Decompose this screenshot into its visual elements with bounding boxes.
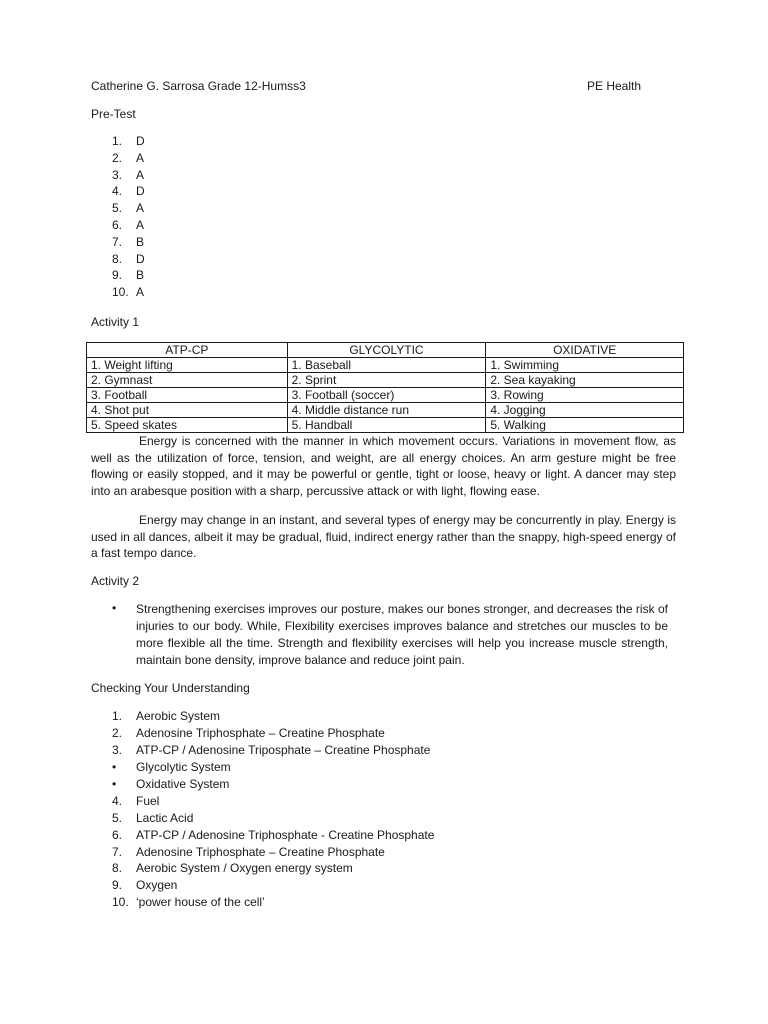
list-item: 5. Lactic Acid — [112, 810, 194, 825]
activity2-text: Strengthening exercises improves our posture, makes our bones stronger, and decreases the risk of injuries to our body. While, Flexibility exercises improves balance and stretches our muscles to be more flexible all the time. Strength and flexibility exercises will help you increase muscle strength, maintain bone density, improve balance and reduce joint pain. — [136, 602, 668, 667]
document-header — [91, 79, 651, 95]
list-item: 1. Aerobic System — [112, 709, 221, 723]
list-item: 4. Fuel — [112, 793, 160, 808]
list-item: 3. A — [112, 167, 145, 182]
list-item: 4. D — [112, 184, 145, 199]
table-cell: 4. Shot put — [87, 403, 288, 418]
table-cell: 4. Middle distance run — [287, 403, 486, 418]
table-row — [87, 403, 684, 418]
list-item: 10. A — [112, 285, 145, 300]
table-cell: 4. Jogging — [486, 403, 684, 418]
table-cell: 5. Speed skates — [87, 418, 288, 433]
list-item: 7. B — [112, 234, 145, 249]
table-cell: 3. Football — [87, 388, 288, 403]
table-header-row — [87, 343, 684, 358]
list-item: 8. Aerobic System / Oxygen energy system — [112, 861, 353, 876]
energy-systems-table — [86, 342, 684, 433]
table-cell: 2. Sprint — [287, 373, 486, 388]
checking-title: Checking Your Understanding — [91, 681, 250, 695]
table-cell: 5. Walking — [486, 418, 684, 433]
table-row — [87, 418, 684, 433]
energy-paragraph-2: Energy may change in an instant, and several types of energy may be concurrently in play. Energy is used in all dances, albeit it may be gradual, fluid, indirect energy rather than the snappy, high-speed energy of a fast tempo dance. — [91, 513, 676, 561]
table-row — [87, 388, 684, 403]
list-item: 3. ATP-CP / Adenosine Triposphate – Creatine Phosphate — [112, 742, 431, 757]
activity2-title: Activity 2 — [91, 574, 140, 588]
pretest-title: Pre-Test — [91, 107, 136, 121]
list-item: 10. ‘power house of the cell’ — [112, 895, 265, 910]
list-item: 9. Oxygen — [112, 878, 178, 893]
list-item: • Glycolytic System — [112, 759, 231, 774]
subject-label: PE Health — [587, 79, 642, 93]
column-header: GLYCOLYTIC — [287, 343, 486, 358]
table-cell: 5. Handball — [287, 418, 486, 433]
table-cell: 1. Baseball — [287, 358, 486, 373]
list-item: 9. B — [112, 268, 145, 283]
checking-answer-list — [112, 708, 434, 911]
column-header: ATP-CP — [87, 343, 288, 358]
table-cell: 2. Sea kayaking — [486, 373, 684, 388]
table-row — [87, 358, 684, 373]
energy-paragraph-1: Energy is concerned with the manner in which movement occurs. Variations in movement flow, as well as the utilization of force, tension, and weight, are all energy choices. An arm gesture might be free flowing or easily stopped, and it may be powerful or gentle, tight or loose, heavy or light. A dancer may step into an arabesque position with a sharp, percussive attack or with light, flowing ease. — [91, 434, 676, 499]
list-item: 5. A — [112, 201, 145, 216]
list-item: 2. Adenosine Triphosphate – Creatine Phosphate — [112, 725, 385, 740]
list-item: 1. D — [112, 134, 145, 148]
list-item: 6. ATP-CP / Adenosine Triphosphate - Creatine Phosphate — [112, 827, 435, 842]
list-item: 7. Adenosine Triphosphate – Creatine Phosphate — [112, 844, 385, 859]
list-item: 2. A — [112, 150, 145, 165]
table-cell: 3. Rowing — [486, 388, 684, 403]
table-cell: 1. Swimming — [486, 358, 684, 373]
student-name-line: Catherine G. Sarrosa Grade 12-Humss3 — [91, 79, 306, 93]
table-row — [87, 373, 684, 388]
list-item: • Oxidative System — [112, 776, 230, 791]
column-header: OXIDATIVE — [486, 343, 684, 358]
table-cell: 2. Gymnast — [87, 373, 288, 388]
bullet-icon: • — [112, 601, 117, 615]
table-cell: 1. Weight lifting — [87, 358, 288, 373]
list-item: 8. D — [112, 251, 145, 266]
pretest-answer-list — [112, 133, 145, 301]
activity1-title: Activity 1 — [91, 315, 140, 329]
table-cell: 3. Football (soccer) — [287, 388, 486, 403]
list-item: 6. A — [112, 217, 145, 232]
